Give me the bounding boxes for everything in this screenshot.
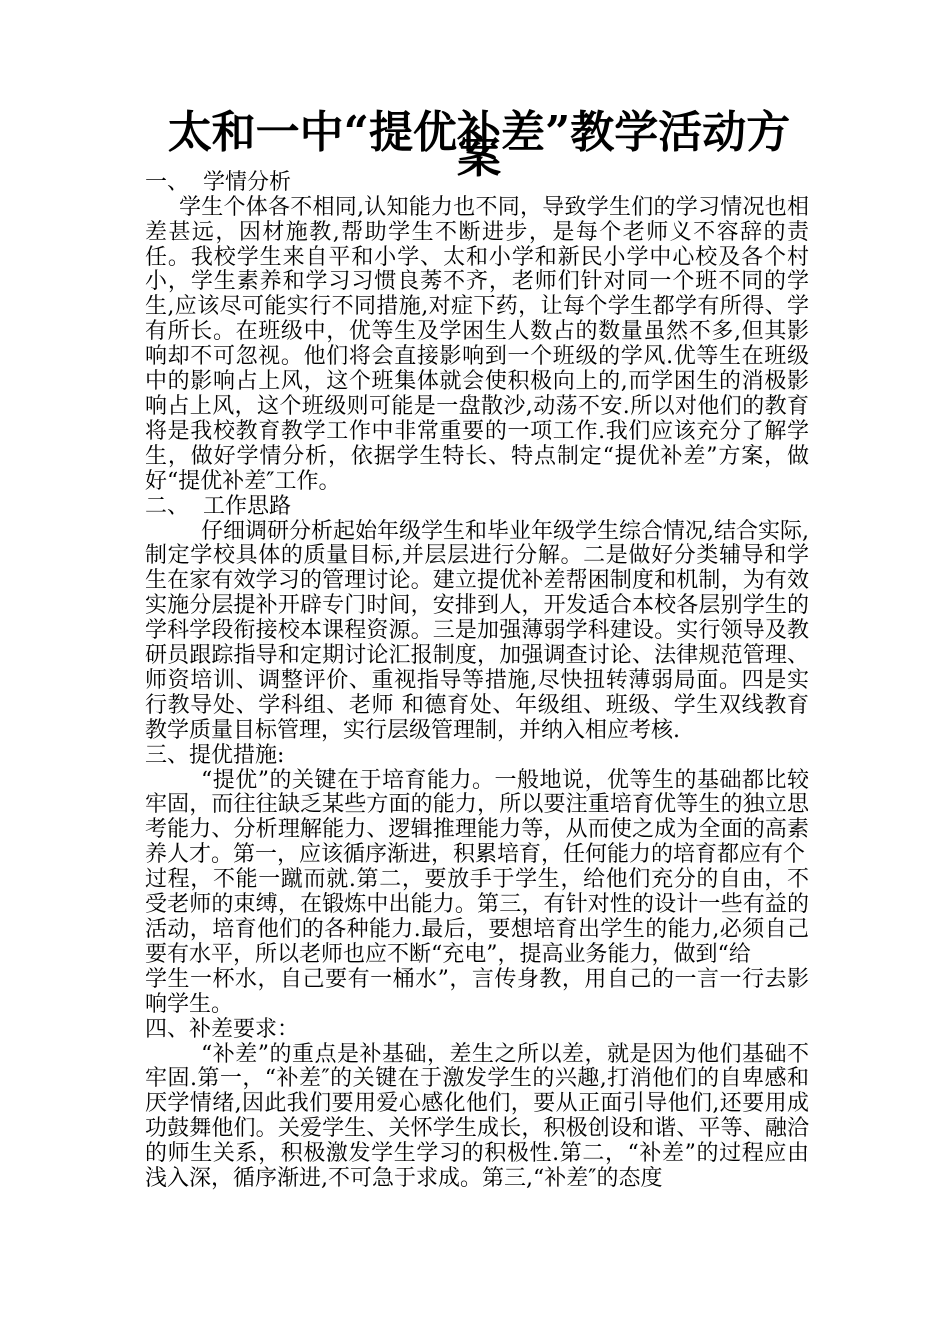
section-heading-3: 三、提优措施: xyxy=(145,742,285,768)
section-heading-4: 四、补差要求： xyxy=(145,1016,300,1042)
document-page xyxy=(145,107,809,1192)
section-heading-1: 一、 学情分析 xyxy=(145,169,291,195)
section-3-paragraph-3: 学生一杯水，自己要有一桶水”，言传身教，用自己的一言一行去影响学生。 xyxy=(145,966,809,1017)
section-4-paragraph-1: “补差”的重点是补基础，差生之所以差，就是因为他们基础不牢固.第一，“补差″的关键在于激发学生的兴趣,打消他们的自卑感和厌学情绪,因此我们要用爱心感化他们，要从正面引导他们,还要用成功鼓舞他们。关爱学生、关怀学生成长，积极创设和谐、平等、融洽的师生关系，积极激发学生学习的积极性.第二，“补差”的过程应由浅入深，循序渐进,不可急于求成。第三,“补差″的态度 xyxy=(145,1041,809,1192)
section-heading-2: 二、 工作思路 xyxy=(145,493,291,519)
section-3-paragraph-1: “提优”的关键在于培育能力。一般地说，优等生的基础都比较牢固，而往往缺乏某些方面的能力，所以要注重培育优等生的独立思考能力、分析理解能力、逻辑推理能力等，从而使之成为全面的高素养人才。第一，应该循序渐进，积累培育，任何能力的培育都应有个 xyxy=(145,767,809,868)
document-title: 太和一中“提优补差”教学活动方案 xyxy=(167,107,791,183)
section-2-paragraph-1: 仔细调研分析起始年级学生和毕业年级学生综合情况,结合实际,制定学校具体的质量目标,并层层进行分解。二是做好分类辅导和学生在家有效学习的管理讨论。建立提优补差帮困制度和机制，为有效实施分层提补开辟专门时间，安排到人，开发适合本校各层别学生的学科学段衔接校本课程资源。三是加强薄弱学科建设。实行领导及教研员跟踪指导和定期讨论汇报制度，加强调查讨论、法律规范管理、师资培训、调整评价、重视指导等措施,尽快扭转薄弱局面。四是实行教导处、学科组、老师 和德育处、年级组、班级、学生双线教育教学质量目标管理，实行层级管理制，并纳入相应考核. xyxy=(145,518,809,743)
section-1-paragraph-1: 学生个体各不相同,认知能力也不同，导致学生们的学习情况也相差甚远，因材施教,帮助学生不断进步，是每个老师义不容辞的责任。我校学生来自平和小学、太和小学和新民小学中心校及各个村小，学生素养和学习习惯良莠不齐，老师们针对同一个班不同的学生,应该尽可能实行不同措施,对症下药，让每个学生都学有所得、学有所长。在班级中，优等生及学困生人数占的数量虽然不多,但其影响却不可忽视。他们将会直接影响到一个班级的学风.优等生在班级中的影响占上风，这个班集体就会使积极向上的,而学困生的消极影响占上风，这个班级则可能是一盘散沙,动荡不安.所以对他们的教育将是我校教育教学工作中非常重要的一项工作.我们应该充分了解学生，做好学情分析，依据学生特长、特点制定“提优补差”方案，做好“提优补差″工作。 xyxy=(145,194,809,494)
section-3-paragraph-2: 过程，不能一蹴而就.第二，要放手于学生，给他们充分的自由，不受老师的束缚，在锻炼中出能力。第三，有针对性的设计一些有益的活动，培育他们的各种能力.最后，要想培育出学生的能力,必须自己要有水平，所以老师也应不断“充电”，提高业务能力，做到“给 xyxy=(145,867,809,967)
